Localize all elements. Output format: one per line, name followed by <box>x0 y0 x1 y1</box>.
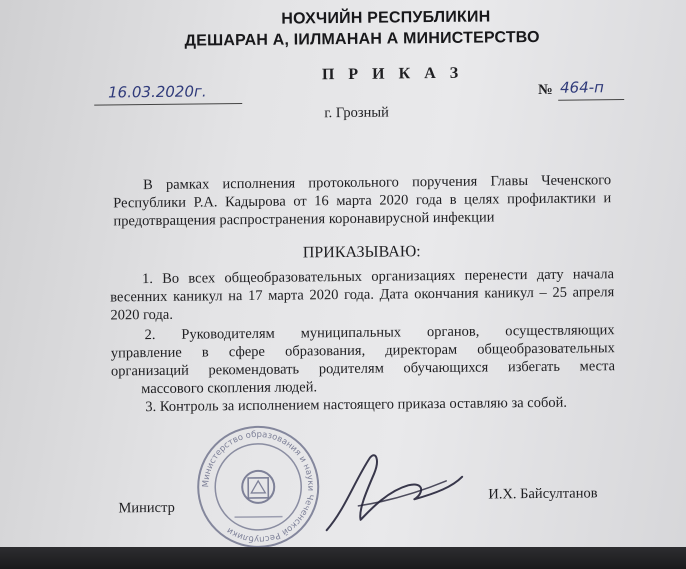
date-handwritten: 16.03.2020г. <box>107 82 207 102</box>
item-line: массового скопления людей. <box>141 379 318 398</box>
preamble-line: В рамках исполнения протокольного поручения Главы Чеченского <box>142 172 612 194</box>
order-title: П Р И К А З <box>321 64 464 84</box>
signature-scribble <box>296 447 487 539</box>
number-field <box>558 78 624 101</box>
header-line-1: НОХЧИЙН РЕСПУБЛИКИН <box>281 8 491 28</box>
signature-position: Министр <box>118 499 175 517</box>
item-line: организаций рекомендовать родителям обучающихся избегать места <box>110 358 616 380</box>
item-line: управление в сфере образования, директорам общеобразовательных <box>110 340 615 362</box>
header-line-2: ДЕШАРАН А, IИЛМАНАН А МИНИСТЕРСТВО <box>184 28 540 50</box>
number-handwritten: 464-п <box>559 78 605 97</box>
order-items <box>110 265 616 416</box>
stamp-ring-text: Министерство образования и науки Чеченской Республики <box>201 429 316 544</box>
number-prefix: № <box>537 81 553 98</box>
item-line: 1. Во всех общеобразовательных организациях перенести дату начала <box>141 266 615 288</box>
item-line: 2. Руководителям муниципальных органов, осуществляющих <box>144 322 615 344</box>
city: г. Грозный <box>324 104 389 122</box>
order-word: ПРИКАЗЫВАЮ: <box>302 243 421 262</box>
preamble <box>113 171 612 230</box>
item-line: 3. Контроль за исполнением настоящего приказа оставляю за собой. <box>145 394 568 416</box>
signature-name: И.Х. Байсултанов <box>488 485 598 503</box>
item-line: 2020 года. <box>110 306 173 324</box>
preamble-line: Республики Р.А. Кадырова от 16 марта 2020 года в целях профилактики и <box>113 190 612 212</box>
bottom-shadow-edge <box>0 547 686 569</box>
preamble-line: предотвращения распространения коронавирусной инфекции <box>113 209 495 230</box>
date-field <box>94 82 242 106</box>
item-line: весенних каникул на 17 марта 2020 года. Дата окончания каникул – 25 апреля <box>110 284 615 306</box>
